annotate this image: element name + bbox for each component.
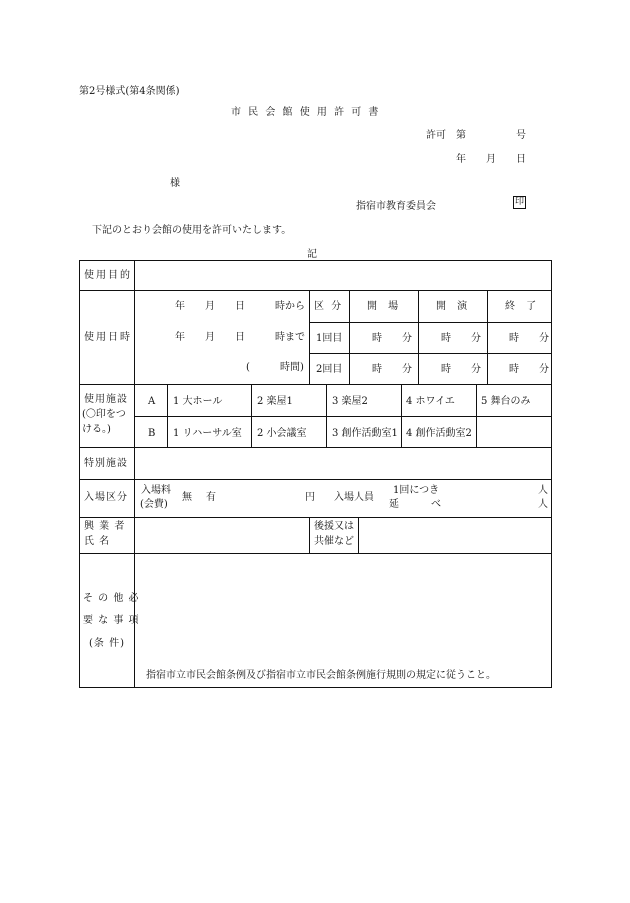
permit-go: 号 [516, 130, 526, 141]
seal-mark [513, 196, 526, 209]
issuer: 指宿市教育委員会 [356, 201, 436, 212]
permit-label: 許可 [426, 130, 446, 141]
sched-header-kaijo: 開 場 [367, 301, 403, 312]
sponsor-label-line2: 共催など [314, 536, 354, 547]
sched-open-hour: 時 [372, 333, 382, 344]
table-border-right [551, 260, 552, 688]
sched-row-label: 2回目 [316, 364, 343, 375]
fee-yes[interactable]: 有 [206, 492, 216, 503]
facility-option-rehearsal-room[interactable]: 1 リハーサル室 [173, 428, 242, 439]
entry-label: 入場区分 [84, 492, 128, 503]
facility-group-b: B [148, 428, 156, 439]
date-year: 年 [456, 154, 466, 165]
datetime-label: 使用日時 [84, 332, 132, 343]
document-title: 市 民 会 館 使 用 許 可 書 [231, 107, 381, 118]
fee-none[interactable]: 無 [182, 492, 192, 503]
row-divider [79, 290, 552, 291]
facility-label-line2: (〇印をつ [82, 409, 126, 420]
facility-divider [167, 384, 168, 448]
schedule-divider [309, 322, 552, 323]
end-month: 月 [205, 332, 215, 343]
row-divider [79, 447, 552, 448]
organizer-field[interactable] [140, 522, 304, 548]
end-year: 年 [175, 332, 185, 343]
form-number: 第2号様式(第4条関係) [79, 86, 180, 97]
start-month: 月 [205, 301, 215, 312]
facility-option-dressing-room-1[interactable]: 2 楽屋1 [257, 396, 293, 407]
intro-text: 下記のとおり会館の使用を許可いたします。 [92, 225, 292, 236]
sched-header-kubun: 区 分 [314, 301, 344, 312]
sched-start-hour: 時 [441, 333, 451, 344]
duration-hours: 時間) [280, 362, 304, 373]
facility-option-stage-only[interactable]: 5 舞台のみ [481, 396, 531, 407]
sponsor-field[interactable] [364, 522, 546, 548]
attendees-label: 入場人員 [334, 492, 374, 503]
facility-divider [251, 384, 252, 448]
facility-label-line3: ける。) [82, 424, 111, 435]
start-time: 時から [275, 301, 305, 312]
per-session-label: 1回につき [393, 485, 440, 496]
other-label-line1: そ の 他 必 [83, 593, 140, 604]
row-divider [79, 553, 552, 554]
start-year: 年 [175, 301, 185, 312]
schedule-divider [309, 290, 310, 385]
facility-option-large-hall[interactable]: 1 大ホール [173, 396, 223, 407]
permit-dai: 第 [456, 130, 466, 141]
facility-divider [401, 384, 402, 448]
organizer-label-line2: 氏 名 [84, 536, 111, 547]
other-label-line2: 要 な 事 項 [83, 615, 140, 626]
ki-mark: 記 [307, 249, 317, 260]
person-unit-1: 人 [538, 485, 548, 496]
row-divider [79, 479, 552, 480]
sponsor-divider [358, 517, 359, 554]
special-facility-field[interactable] [140, 452, 546, 474]
sponsor-label-line1: 後援又は [314, 521, 354, 532]
sched-end-hour: 時 [509, 364, 519, 375]
table-border-top [79, 260, 552, 261]
schedule-divider [309, 353, 552, 354]
facility-divider [476, 384, 477, 448]
facility-label-line1: 使用施設 [84, 394, 128, 405]
row-divider [79, 517, 552, 518]
other-label-line3: (条 件) [89, 638, 125, 649]
total-label-nobe: 延 [389, 499, 399, 510]
sched-end-min: 分 [539, 364, 549, 375]
seal-text: 印 [515, 197, 525, 207]
yen-unit: 円 [305, 492, 315, 503]
facility-option-studio-1[interactable]: 3 創作活動室1 [332, 428, 398, 439]
fee-label-line1: 入場料 [141, 485, 171, 496]
recipient-sama: 様 [170, 178, 180, 189]
sched-end-hour: 時 [509, 333, 519, 344]
facility-divider [326, 384, 327, 448]
sponsor-divider [309, 517, 310, 554]
facility-option-small-meeting-room[interactable]: 2 小会議室 [257, 428, 307, 439]
row-divider [79, 384, 552, 385]
facility-group-a: A [148, 396, 156, 407]
sched-start-min: 分 [471, 364, 481, 375]
sched-open-hour: 時 [372, 364, 382, 375]
sched-start-min: 分 [471, 333, 481, 344]
sched-open-min: 分 [402, 333, 412, 344]
purpose-field[interactable] [140, 266, 546, 286]
sched-start-hour: 時 [441, 364, 451, 375]
total-label-be: べ [431, 499, 441, 510]
conditions-text: 指宿市立市民会館条例及び指宿市立市民会館条例施行規則の規定に従うこと。 [146, 670, 496, 681]
sched-end-min: 分 [539, 333, 549, 344]
date-day: 日 [516, 154, 526, 165]
table-border-bottom [79, 687, 552, 688]
date-month: 月 [486, 154, 496, 165]
sched-header-kaien: 開 演 [436, 301, 472, 312]
special-facility-label: 特別施設 [84, 458, 128, 469]
end-time: 時まで [275, 332, 305, 343]
fee-label-line2: (会費) [140, 499, 168, 510]
facility-option-dressing-room-2[interactable]: 3 楽屋2 [332, 396, 368, 407]
end-day: 日 [235, 332, 245, 343]
organizer-label-line1: 興 業 者 [84, 521, 126, 532]
sched-open-min: 分 [402, 364, 412, 375]
schedule-divider [487, 290, 488, 385]
table-border-left [79, 260, 80, 688]
purpose-label: 使用目的 [84, 270, 132, 281]
start-day: 日 [235, 301, 245, 312]
sched-header-shuryo: 終 了 [505, 301, 541, 312]
schedule-divider [349, 290, 350, 385]
duration-paren: ( [246, 362, 250, 373]
sched-row-label: 1回目 [316, 333, 343, 344]
schedule-divider [418, 290, 419, 385]
person-unit-2: 人 [538, 499, 548, 510]
facility-option-studio-2[interactable]: 4 創作活動室2 [406, 428, 472, 439]
facility-divider [134, 416, 552, 417]
facility-option-foyer[interactable]: 4 ホワイエ [406, 396, 455, 407]
